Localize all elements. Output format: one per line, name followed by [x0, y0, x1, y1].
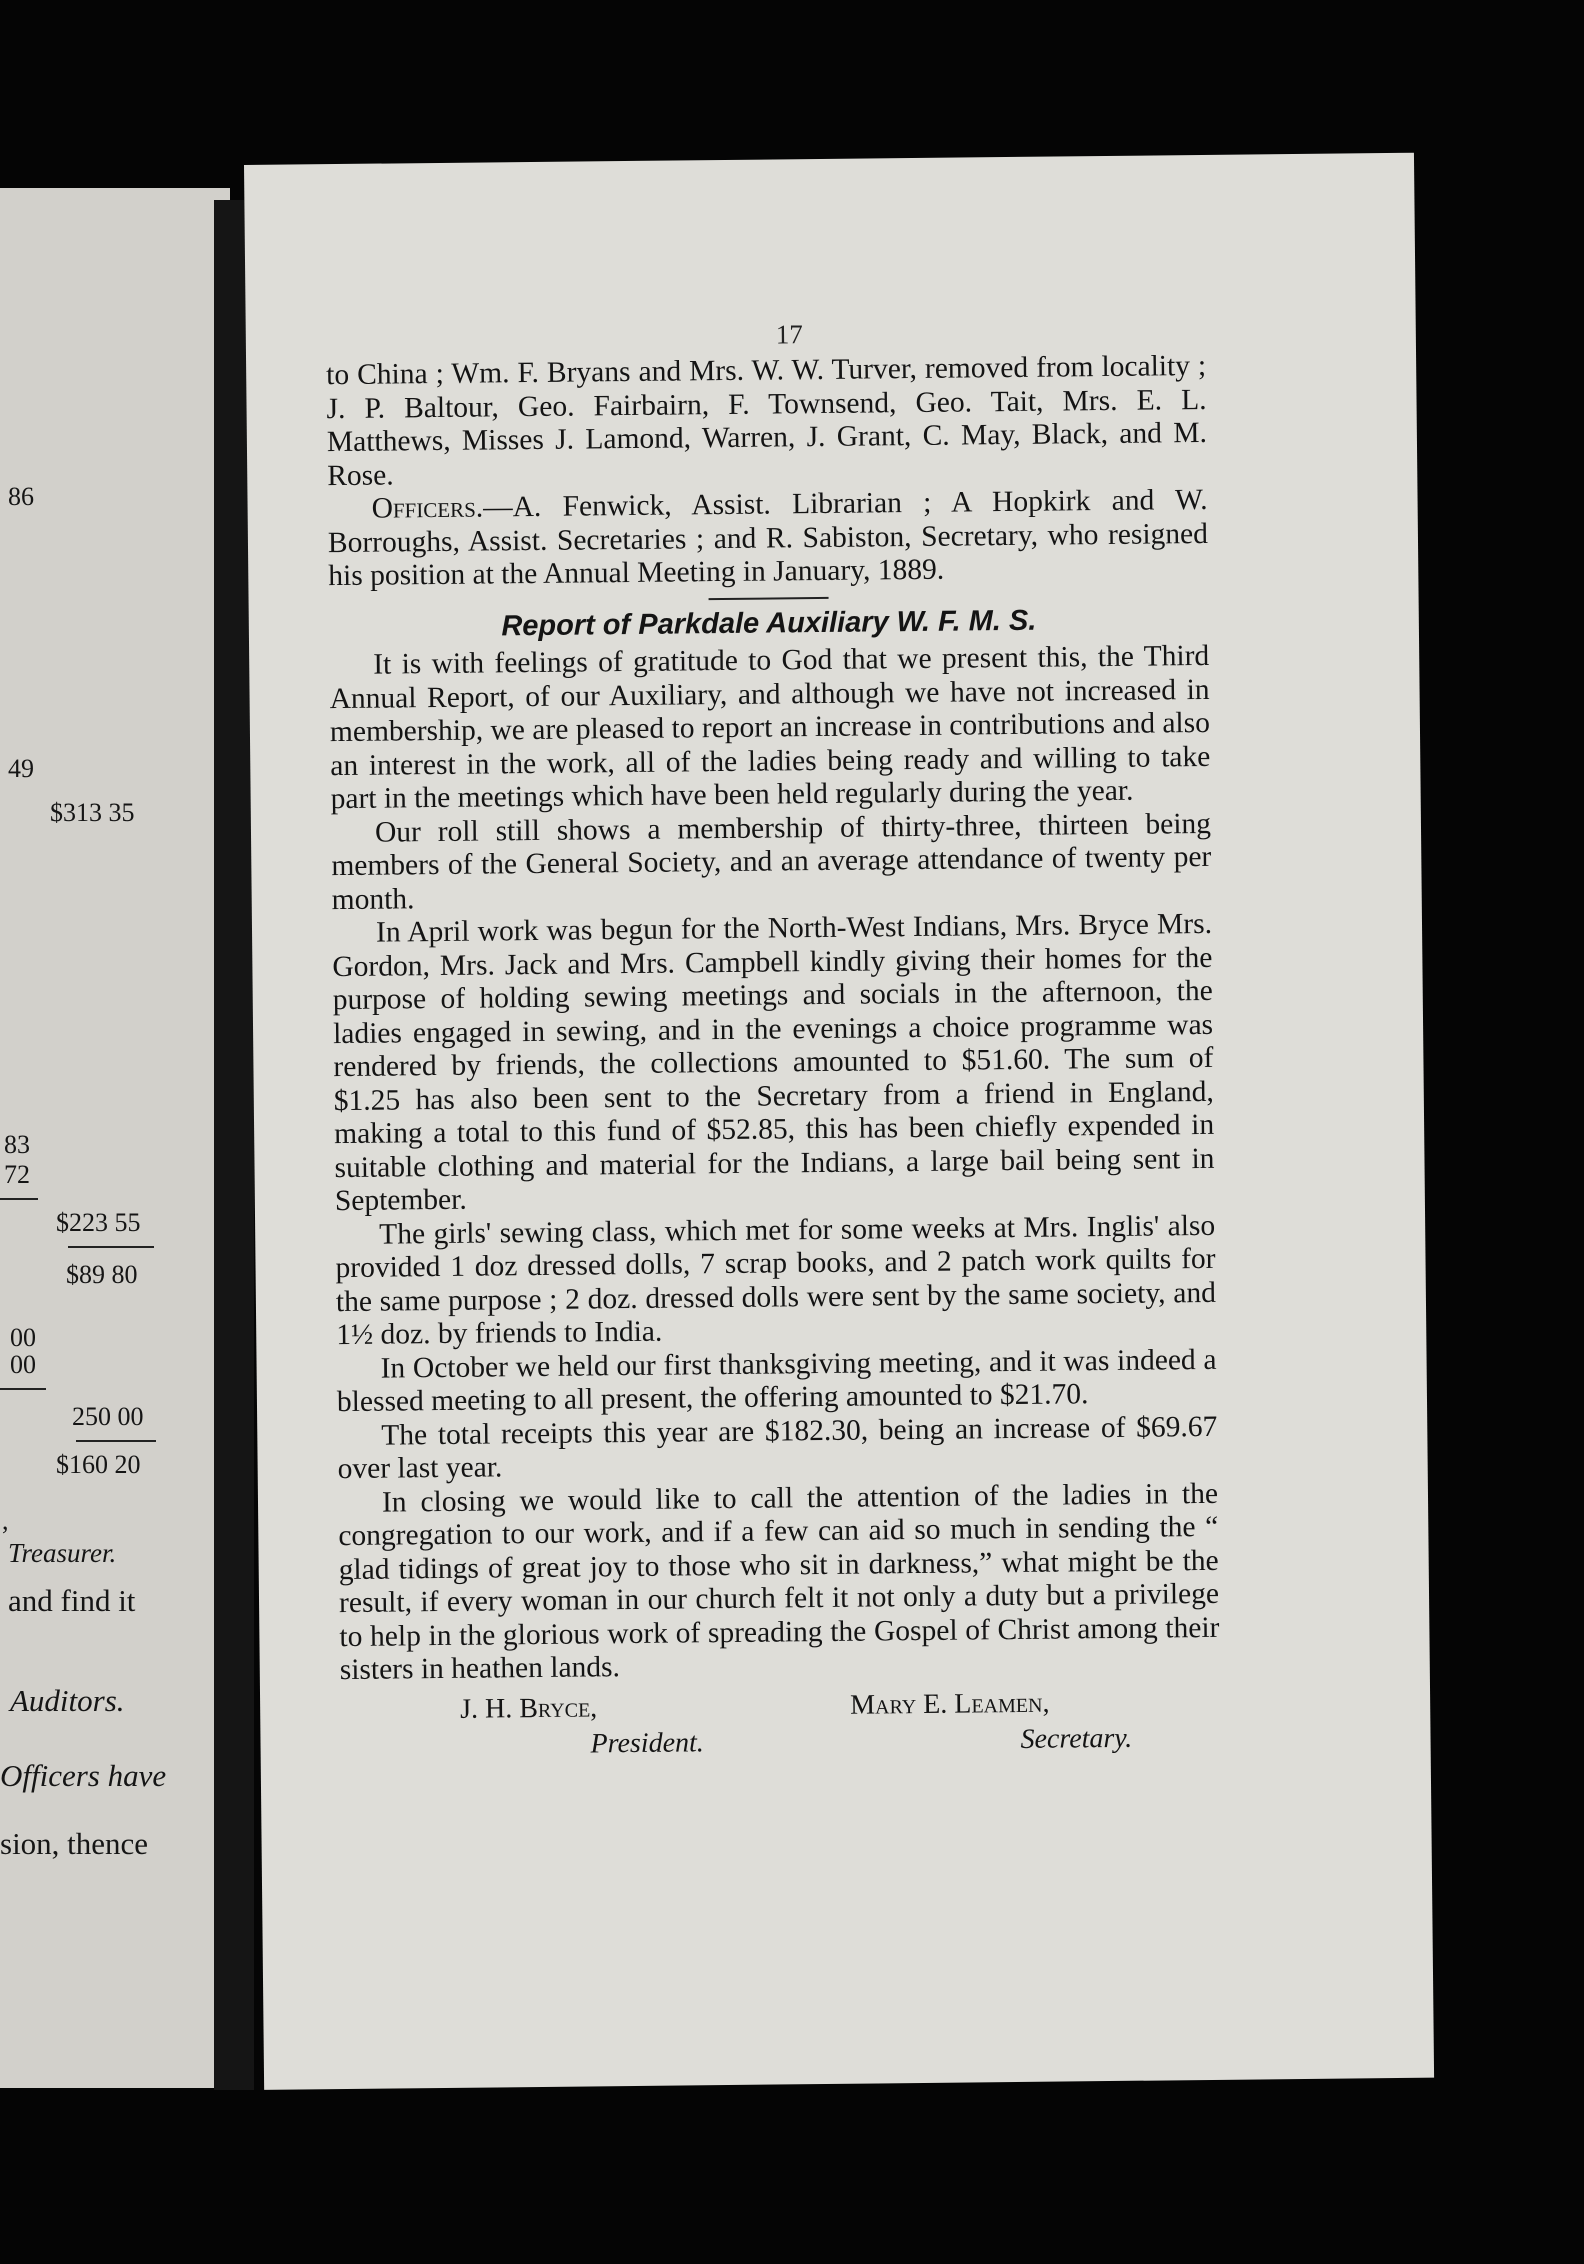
left-fragment: 00 [10, 1323, 36, 1352]
paragraph: Our roll still shows a membership of thirty-three, thirteen being members of the General Society, and an average attendance of twenty per month. [331, 807, 1212, 916]
left-fragment: $313 35 [50, 798, 135, 827]
left-fragment: and find it [8, 1583, 136, 1618]
president-name: J. H. Bryce, [460, 1691, 598, 1725]
left-fragment: , [2, 1506, 9, 1535]
paragraph: In April work was begun for the North-West Indians, Mrs. Bryce Mrs. Gordon, Mrs. Jack and Mrs. Campbell kindly giving their homes for the purpose of holding sewing meetings and socials in the afternoon, the ladies engaged in sewing, and in the evenings a choice programme was rendered by friends, the collections amounted to $51.60. The sum of $1.25 has also been sent to the Secretary from a friend in England, making a total to this fund of $52.85, this has been chiefly expended in suitable clothing and material for the Indians, a large bail being sent in September. [332, 907, 1215, 1218]
paragraph: The girls' sewing class, which met for some weeks at Mrs. Inglis' also provided 1 doz dressed dolls, 7 scrap books, and 2 patch work quilts for the same purpose ; 2 doz. dressed dolls were sent by the same society, and 1½ doz. by friends to India. [335, 1209, 1217, 1352]
secretary-name: Mary E. Leamen, [849, 1687, 1050, 1721]
left-rule [0, 1198, 38, 1200]
left-fragment: 250 00 [72, 1402, 144, 1431]
paragraph: In closing we would like to call the attention of the ladies in the congregation to our work, and if a few can aid so much in sending the “ glad tidings of great joy to those who sit in darkness,” what might be the result, if every woman in our church felt it not only a duty but a privilege to help in the glorious work of spreading the Gospel of Christ among their sisters in heathen lands. [338, 1477, 1220, 1687]
paragraph-continued: to China ; Wm. F. Bryans and Mrs. W. W. Turver, removed from locality ; J. P. Baltour, Geo. Fairbairn, F. Townsend, Geo. Tait, Mrs. E. L. Matthews, Misses J. Lamond, Warren, J. Grant, C. May, Black, and M. Rose. [326, 349, 1208, 492]
signature-block [340, 1684, 1221, 1771]
left-rule [76, 1440, 156, 1442]
left-fragment: Auditors. [10, 1683, 125, 1718]
page-number: 17 [775, 319, 803, 350]
page-text [326, 350, 1221, 1772]
left-rule [68, 1246, 154, 1248]
left-fragment: Officers have [0, 1758, 167, 1793]
paragraph: The total receipts this year are $182.30, being an increase of $69.67 over last year. [337, 1410, 1218, 1486]
left-fragment: 00 [10, 1350, 36, 1379]
section-divider [709, 596, 829, 599]
left-fragment: sion, thence [0, 1826, 149, 1861]
left-fragment: Treasurer. [8, 1538, 117, 1568]
left-fragment: 83 [4, 1130, 30, 1159]
officers-text: .—A. Fenwick, Assist. Librarian ; A Hopkirk and W. Borroughs, Assist. Secretaries ; and R. Sabiston, Secretary, who resigned his position at the Annual Meeting in January, 1889. [327, 483, 1209, 593]
paragraph: In October we held our first thanksgiving meeting, and it was indeed a blessed meeting to all present, the offering amounted to $21.70. [336, 1343, 1217, 1419]
paragraph-officers [327, 484, 1208, 594]
left-fragment: 49 [8, 754, 34, 783]
left-fragment: 86 [8, 482, 34, 511]
officers-label: Officers [371, 491, 476, 525]
left-fragment: $223 55 [56, 1208, 141, 1237]
left-fragment: 72 [4, 1160, 30, 1189]
left-rule [0, 1388, 46, 1390]
president-title: President. [590, 1726, 704, 1759]
paragraph: It is with feelings of gratitude to God that we present this, the Third Annual Report, of our Auxiliary, and although we have not increased in membership, we are pleased to report an increase in contributions and also an interest in the work, all of the ladies being ready and willing to take part in the meetings which have been held regularly during the year. [329, 639, 1211, 816]
left-page [0, 188, 230, 2088]
report-heading: Report of Parkdale Auxiliary W. F. M. S. [501, 604, 1037, 642]
secretary-title: Secretary. [1020, 1722, 1133, 1755]
left-fragment: $160 20 [56, 1450, 141, 1479]
right-page [244, 153, 1434, 2090]
left-fragment: $89 80 [66, 1260, 138, 1289]
